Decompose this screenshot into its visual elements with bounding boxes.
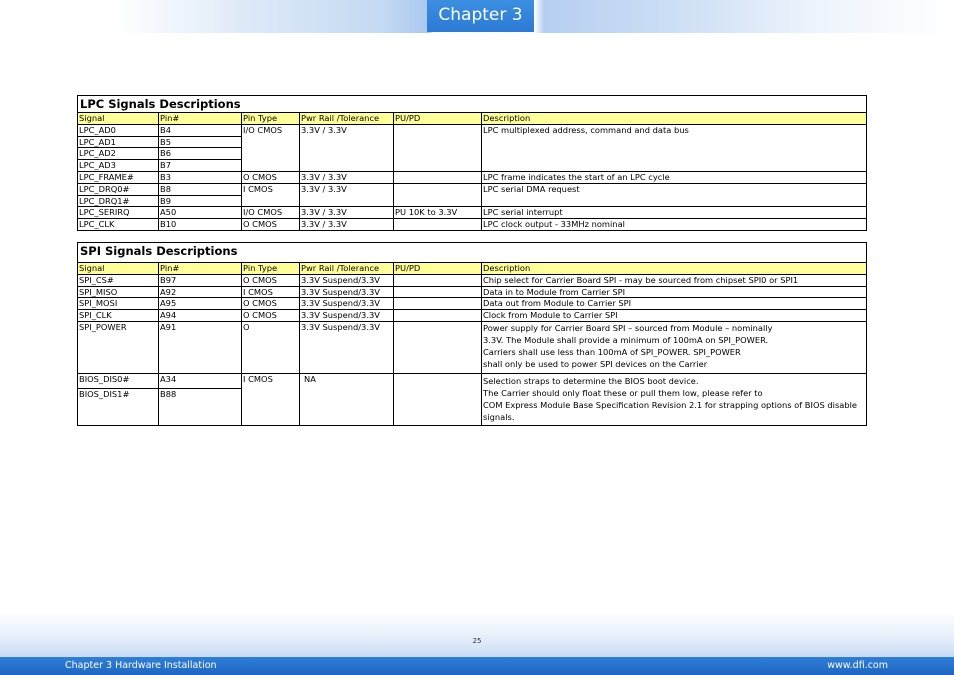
col-header-pin: Pin#	[159, 263, 242, 275]
pin-cell: B9	[159, 195, 242, 207]
pin-type-cell: O CMOS	[242, 298, 300, 310]
lpc-signals-table	[77, 95, 867, 231]
pin-cell: B3	[159, 171, 242, 183]
pin-type-cell: O CMOS	[242, 219, 300, 231]
description-cell: LPC multiplexed address, command and data bus	[482, 124, 867, 171]
signal-cell: BIOS_DIS0#	[78, 373, 159, 388]
table-row	[78, 274, 867, 286]
table-row	[78, 207, 867, 219]
description-cell: LPC clock output - 33MHz nominal	[482, 219, 867, 231]
pwr-rail-cell: 3.3V Suspend/3.3V	[300, 310, 394, 322]
pin-cell: A34	[159, 373, 242, 388]
description-line: shall only be used to power SPI devices on the Carrier	[483, 358, 708, 369]
pin-type-cell: I CMOS	[242, 286, 300, 298]
pwr-rail-cell: 3.3V / 3.3V	[300, 171, 394, 183]
signal-cell: LPC_AD0	[78, 124, 159, 136]
spi-signals-table	[77, 242, 867, 426]
pwr-rail-cell: 3.3V / 3.3V	[300, 219, 394, 231]
col-header-signal: Signal	[78, 113, 159, 125]
pwr-rail-cell: 3.3V Suspend/3.3V	[300, 321, 394, 373]
signal-cell: SPI_CS#	[78, 274, 159, 286]
pin-cell: B10	[159, 219, 242, 231]
pin-type-cell: I/O CMOS	[242, 207, 300, 219]
pwr-rail-cell: NA	[300, 373, 394, 425]
signal-cell: LPC_CLK	[78, 219, 159, 231]
pin-type-cell: O CMOS	[242, 310, 300, 322]
description-cell	[482, 373, 867, 425]
pwr-rail-cell: 3.3V Suspend/3.3V	[300, 286, 394, 298]
pu-pd-cell	[394, 219, 482, 231]
signal-cell: SPI_POWER	[78, 321, 159, 373]
pu-pd-cell	[394, 274, 482, 286]
signal-cell: LPC_FRAME#	[78, 171, 159, 183]
footer-gradient	[0, 612, 954, 657]
description-line: signals.	[483, 411, 515, 422]
pwr-rail-cell: 3.3V / 3.3V	[300, 207, 394, 219]
pin-cell: A92	[159, 286, 242, 298]
description-cell: LPC frame indicates the start of an LPC cycle	[482, 171, 867, 183]
pin-cell: B4	[159, 124, 242, 136]
pin-cell: B97	[159, 274, 242, 286]
pin-type-cell: O CMOS	[242, 274, 300, 286]
page-number: 25	[472, 637, 482, 645]
table-header-row	[78, 263, 867, 275]
pwr-rail-cell: 3.3V / 3.3V	[300, 183, 394, 207]
table-row	[78, 310, 867, 322]
footer-website-link[interactable]: www.dfi.com	[827, 660, 888, 671]
col-header-signal: Signal	[78, 263, 159, 275]
pin-type-cell: I CMOS	[242, 183, 300, 207]
col-header-pwr-rail: Pwr Rail /Tolerance	[300, 263, 394, 275]
pu-pd-cell	[394, 124, 482, 171]
pin-type-cell: I CMOS	[242, 373, 300, 425]
description-cell: LPC serial DMA request	[482, 183, 867, 207]
description-line: The Carrier should only float these or pull them low, please refer to	[483, 387, 763, 398]
signal-cell: LPC_DRQ1#	[78, 195, 159, 207]
description-cell: Data out from Module to Carrier SPI	[482, 298, 867, 310]
pin-cell: B88	[159, 388, 242, 425]
col-header-description: Description	[482, 263, 867, 275]
table-row	[78, 321, 867, 373]
pin-cell: A50	[159, 207, 242, 219]
signal-cell: SPI_CLK	[78, 310, 159, 322]
signal-cell: SPI_MISO	[78, 286, 159, 298]
signal-cell: SPI_MOSI	[78, 298, 159, 310]
signal-cell: LPC_DRQ0#	[78, 183, 159, 195]
pin-cell: B7	[159, 160, 242, 172]
description-cell: Data in to Module from Carrier SPI	[482, 286, 867, 298]
signal-cell: LPC_AD2	[78, 148, 159, 160]
col-header-pin-type: Pin Type	[242, 263, 300, 275]
pin-cell: A94	[159, 310, 242, 322]
pu-pd-cell	[394, 171, 482, 183]
pu-pd-cell	[394, 310, 482, 322]
pin-type-cell: O CMOS	[242, 171, 300, 183]
pu-pd-cell	[394, 183, 482, 207]
col-header-pwr-rail: Pwr Rail /Tolerance	[300, 113, 394, 125]
col-header-pu-pd: PU/PD	[394, 263, 482, 275]
pin-cell: A95	[159, 298, 242, 310]
spi-table-title: SPI Signals Descriptions	[78, 243, 867, 263]
description-line: Power supply for Carrier Board SPI – sourced from Module – nominally	[483, 322, 773, 333]
pin-cell: B8	[159, 183, 242, 195]
col-header-pin-type: Pin Type	[242, 113, 300, 125]
table-header-row	[78, 113, 867, 125]
footer-bar	[0, 657, 954, 675]
table-row	[78, 124, 867, 136]
pin-type-cell: O	[242, 321, 300, 373]
pin-type-cell: I/O CMOS	[242, 124, 300, 171]
table-row	[78, 373, 867, 388]
description-cell	[482, 321, 867, 373]
col-header-description: Description	[482, 113, 867, 125]
chapter-tab[interactable]: Chapter 3	[427, 0, 534, 32]
description-cell: Chip select for Carrier Board SPI - may be sourced from chipset SPI0 or SPI1	[482, 274, 867, 286]
lpc-table-title: LPC Signals Descriptions	[78, 96, 867, 113]
col-header-pin: Pin#	[159, 113, 242, 125]
pu-pd-cell: PU 10K to 3.3V	[394, 207, 482, 219]
signal-cell: BIOS_DIS1#	[78, 388, 159, 425]
signal-cell: LPC_AD3	[78, 160, 159, 172]
pu-pd-cell	[394, 321, 482, 373]
signal-cell: LPC_SERIRQ	[78, 207, 159, 219]
pin-cell: B5	[159, 136, 242, 148]
description-line: COM Express Module Base Specification Revision 2.1 for strapping options of BIOS disable	[483, 399, 858, 410]
pu-pd-cell	[394, 286, 482, 298]
pu-pd-cell	[394, 298, 482, 310]
description-cell: Clock from Module to Carrier SPI	[482, 310, 867, 322]
table-row	[78, 183, 867, 195]
footer-chapter-link[interactable]: Chapter 3 Hardware Installation	[65, 660, 217, 671]
pwr-rail-cell: 3.3V Suspend/3.3V	[300, 274, 394, 286]
table-row	[78, 286, 867, 298]
description-line: 3.3V. The Module shall provide a minimum of 100mA on SPI_POWER.	[483, 334, 769, 345]
description-cell: LPC serial interrupt	[482, 207, 867, 219]
table-row	[78, 298, 867, 310]
description-line: Carriers shall use less than 100mA of SPI_POWER. SPI_POWER	[483, 346, 741, 357]
pin-cell: B6	[159, 148, 242, 160]
table-row	[78, 219, 867, 231]
description-line: Selection straps to determine the BIOS boot device.	[483, 375, 699, 386]
pwr-rail-cell: 3.3V Suspend/3.3V	[300, 298, 394, 310]
pwr-rail-cell: 3.3V / 3.3V	[300, 124, 394, 171]
pu-pd-cell	[394, 373, 482, 425]
signal-cell: LPC_AD1	[78, 136, 159, 148]
col-header-pu-pd: PU/PD	[394, 113, 482, 125]
table-row	[78, 171, 867, 183]
pin-cell: A91	[159, 321, 242, 373]
